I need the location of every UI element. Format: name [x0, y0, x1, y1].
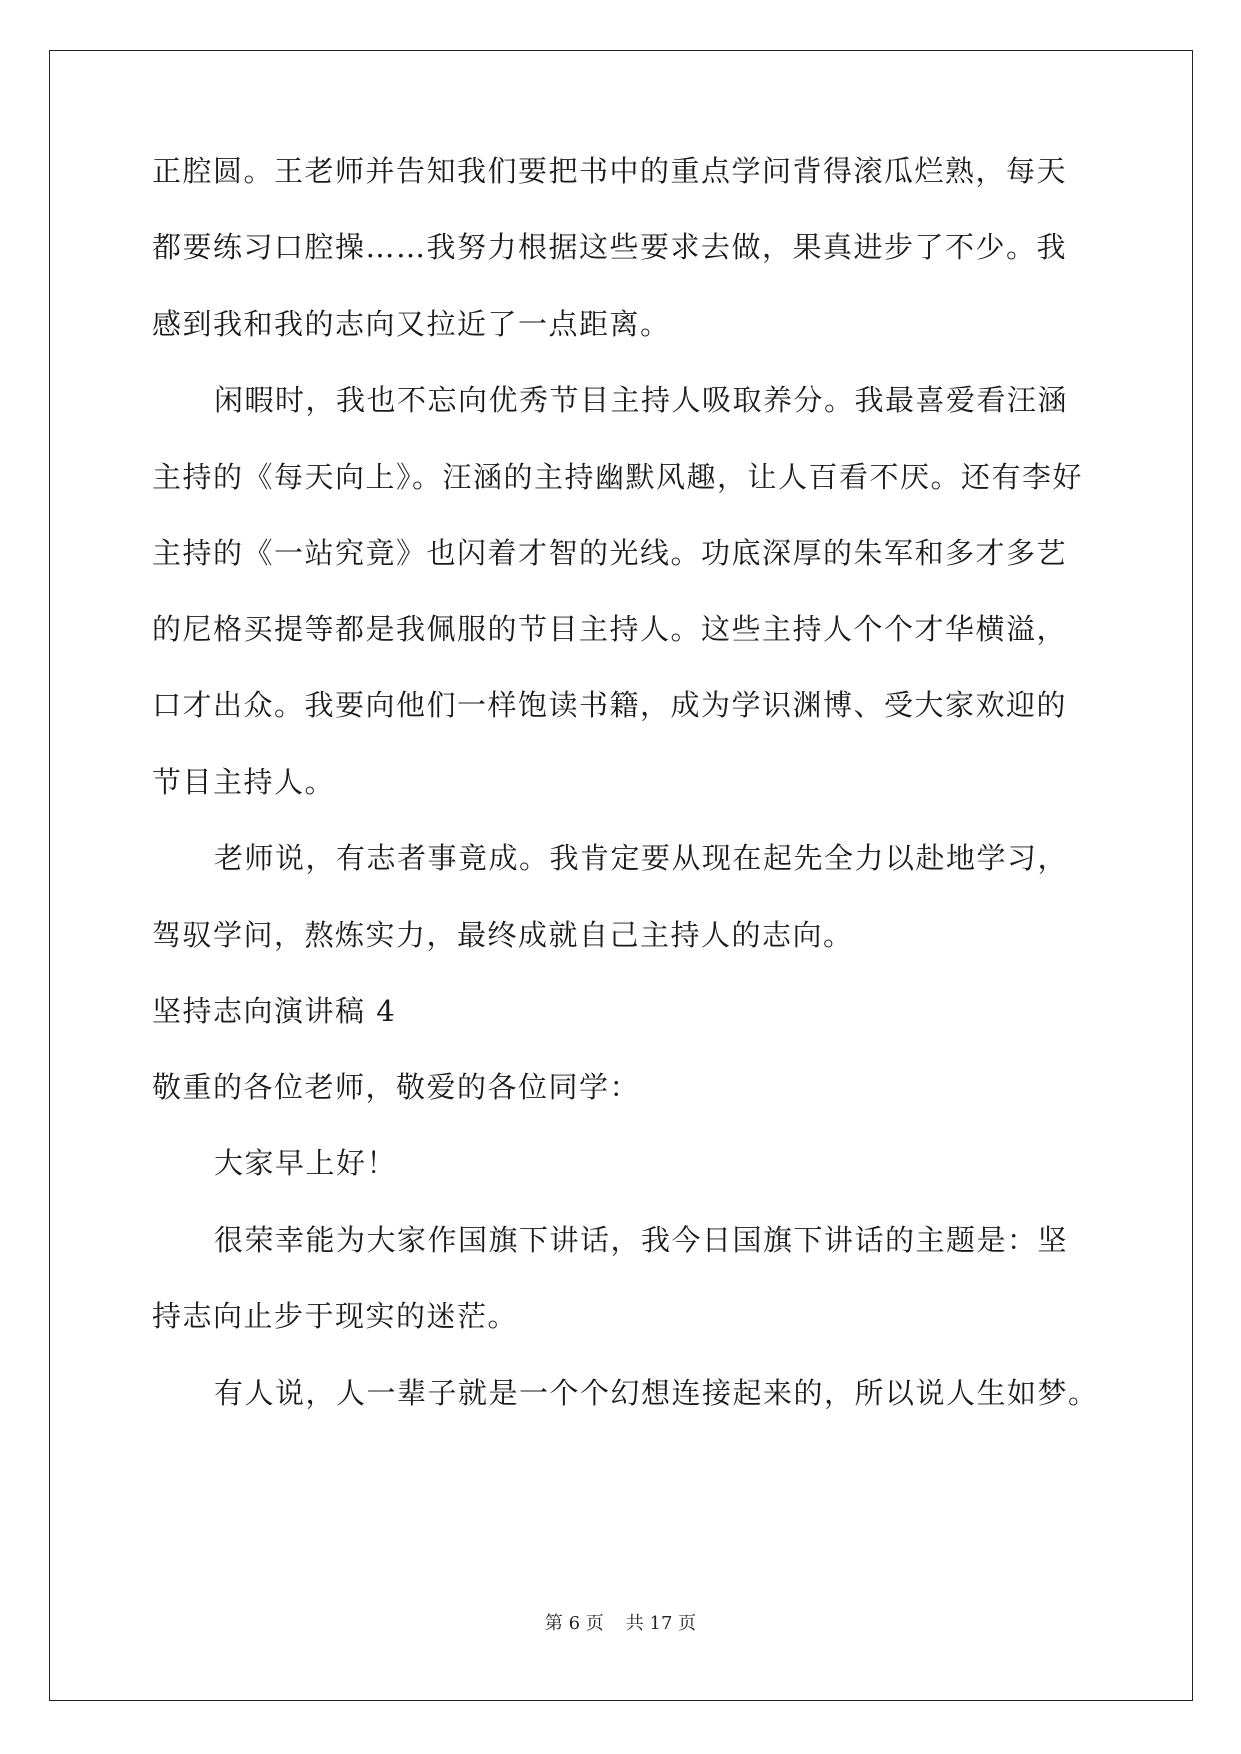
- body-line: 闲暇时，我也不忘向优秀节目主持人吸取养分。我最喜爱看汪涵: [214, 383, 1069, 417]
- body-line: 节目主持人。: [152, 765, 336, 799]
- body-line: 主持的《每天向上》。汪涵的主持幽默风趣，让人百看不厌。还有李好: [152, 460, 1084, 494]
- body-line: 很荣幸能为大家作国旗下讲话，我今日国旗下讲话的主题是：坚: [214, 1223, 1069, 1257]
- body-line: 驾驭学问，熬炼实力，最终成就自己主持人的志向。: [152, 918, 854, 952]
- body-line: 老师说，有志者事竟成。我肯定要从现在起先全力以赴地学习，: [214, 841, 1069, 875]
- body-line: 都要练习口腔操……我努力根据这些要求去做，果真进步了不少。我: [152, 230, 1068, 264]
- body-line: 主持的《一站究竟》也闪着才智的光线。功底深厚的朱军和多才多艺: [152, 536, 1068, 570]
- page-footer: [0, 1612, 1241, 1636]
- page-total: 共 17 页: [625, 1613, 697, 1634]
- body-line: 感到我和我的志向又拉近了一点距离。: [152, 307, 671, 341]
- page-number: 第 6 页: [544, 1613, 604, 1634]
- body-line: 正腔圆。王老师并告知我们要把书中的重点学问背得滚瓜烂熟，每天: [152, 154, 1068, 188]
- salutation: 敬重的各位老师，敬爱的各位同学：: [152, 1070, 641, 1104]
- body-line: 持志向止步于现实的迷茫。: [152, 1299, 519, 1333]
- greeting: 大家早上好！: [214, 1146, 398, 1180]
- body-line: 口才出众。我要向他们一样饱读书籍，成为学识渊博、受大家欢迎的: [152, 688, 1068, 722]
- section-heading: 坚持志向演讲稿 4: [152, 994, 397, 1028]
- body-line: 有人说，人一辈子就是一个个幻想连接起来的，所以说人生如梦。: [214, 1376, 1099, 1410]
- body-line: 的尼格买提等都是我佩服的节目主持人。这些主持人个个才华横溢，: [152, 612, 1068, 646]
